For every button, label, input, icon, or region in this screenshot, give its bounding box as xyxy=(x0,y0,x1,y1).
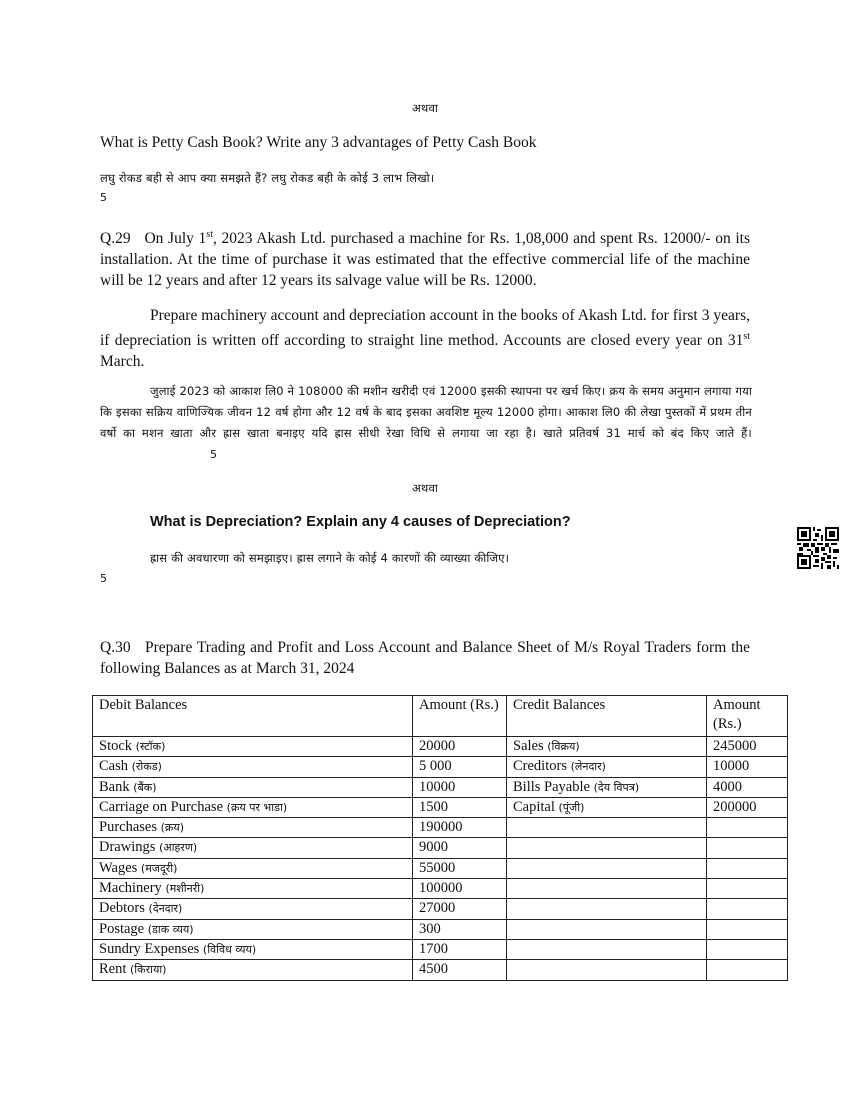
debit-cell xyxy=(93,777,413,797)
credit-amount-cell xyxy=(707,939,788,959)
credit-cell xyxy=(507,879,707,899)
superscript: st xyxy=(206,229,213,240)
debit-cell xyxy=(93,879,413,899)
debit-cell xyxy=(93,838,413,858)
debit-amount-cell xyxy=(413,960,507,980)
debit-name: Cash xyxy=(99,758,128,775)
q29-paragraph-1 xyxy=(100,224,750,291)
credit-cell xyxy=(507,737,707,757)
qr-code-icon xyxy=(797,527,839,569)
credit-name: Bills Payable xyxy=(513,778,590,795)
table-header-row xyxy=(93,696,788,737)
credit-name: Creditors xyxy=(513,758,567,775)
table-row xyxy=(93,757,788,777)
table-row xyxy=(93,797,788,817)
debit-name: Sundry Expenses xyxy=(99,940,200,957)
debit-cell xyxy=(93,899,413,919)
table-row xyxy=(93,919,788,939)
table-row xyxy=(93,879,788,899)
question-number: Q.29 xyxy=(100,230,131,248)
debit-name: Rent xyxy=(99,961,127,978)
credit-cell xyxy=(507,818,707,838)
debit-amount: 4500 xyxy=(419,961,448,978)
balances-table xyxy=(92,695,788,981)
debit-cell xyxy=(93,858,413,878)
credit-amount: 4000 xyxy=(713,778,742,795)
debit-amount: 300 xyxy=(419,920,441,937)
table-row xyxy=(93,858,788,878)
credit-amount: 200000 xyxy=(713,798,757,815)
debit-amount-cell xyxy=(413,757,507,777)
debit-cell xyxy=(93,797,413,817)
debit-name: Bank xyxy=(99,778,130,795)
debit-amount-cell xyxy=(413,838,507,858)
debit-amount: 55000 xyxy=(419,859,456,876)
table-row xyxy=(93,939,788,959)
credit-amount-cell xyxy=(707,757,788,777)
credit-cell xyxy=(507,757,707,777)
debit-cell xyxy=(93,818,413,838)
superscript: st xyxy=(743,331,750,342)
q29-paragraph-2 xyxy=(100,305,750,372)
debit-amount: 9000 xyxy=(419,839,448,856)
debit-cell xyxy=(93,919,413,939)
credit-name-hindi: (पूंजी) xyxy=(558,800,585,814)
q30-text: Prepare Trading and Profit and Loss Account and Balance Sheet of M/s Royal Traders form the following Balances as at March 31, 2024 xyxy=(100,639,751,677)
credit-amount-cell xyxy=(707,899,788,919)
debit-amount: 100000 xyxy=(419,880,463,897)
debit-name-hindi: (देनदार) xyxy=(148,902,183,916)
debit-amount-cell xyxy=(413,919,507,939)
table-row xyxy=(93,777,788,797)
credit-amount-cell xyxy=(707,879,788,899)
debit-amount: 1700 xyxy=(419,940,448,957)
debit-name-hindi: (किराया) xyxy=(130,963,167,977)
credit-amount: 10000 xyxy=(713,758,750,775)
debit-amount-cell xyxy=(413,939,507,959)
table-row xyxy=(93,737,788,757)
table-row xyxy=(93,818,788,838)
debit-amount: 1500 xyxy=(419,798,448,815)
debit-name: Wages xyxy=(99,859,138,876)
credit-amount-cell xyxy=(707,777,788,797)
credit-cell xyxy=(507,777,707,797)
credit-amount-cell xyxy=(707,838,788,858)
debit-amount-cell xyxy=(413,777,507,797)
debit-name-hindi: (मशीनरी) xyxy=(165,882,205,896)
debit-name-hindi: (डाक व्यय) xyxy=(147,922,194,936)
debit-name-hindi: (क्रय पर भाडा) xyxy=(226,800,288,814)
debit-amount-cell xyxy=(413,858,507,878)
debit-name: Carriage on Purchase xyxy=(99,798,224,815)
credit-cell xyxy=(507,797,707,817)
credit-cell xyxy=(507,899,707,919)
credit-cell xyxy=(507,919,707,939)
debit-name-hindi: (विविध व्यय) xyxy=(202,942,257,956)
debit-name: Machinery xyxy=(99,880,162,897)
debit-amount: 190000 xyxy=(419,819,463,836)
credit-amount-cell xyxy=(707,818,788,838)
credit-amount-cell xyxy=(707,858,788,878)
table-row xyxy=(93,899,788,919)
depreciation-question-hindi: ह्रास की अवधारणा को समझाइए। ह्रास लगाने के कोई 4 कारणों की व्याख्या कीजिए। xyxy=(150,551,510,565)
petty-cash-question-english: What is Petty Cash Book? Write any 3 advantages of Petty Cash Book xyxy=(100,134,537,151)
debit-amount-cell xyxy=(413,818,507,838)
or-label: अथवा xyxy=(411,481,439,495)
debit-cell xyxy=(93,737,413,757)
debit-name: Drawings xyxy=(99,839,156,856)
marks: 5 xyxy=(210,448,218,461)
debit-cell xyxy=(93,757,413,777)
header-amount: Amount (Rs.) xyxy=(707,696,788,737)
debit-amount: 10000 xyxy=(419,778,456,795)
credit-name-hindi: (विक्रय) xyxy=(547,740,580,753)
petty-cash-question-hindi: लघु रोकड बही से आप क्या समझते हैं? लघु रोकड बही के कोई 3 लाभ लिखो। xyxy=(100,171,435,185)
marks: 5 xyxy=(100,572,107,585)
credit-cell xyxy=(507,838,707,858)
credit-amount-cell xyxy=(707,919,788,939)
or-label: अथवा xyxy=(411,101,439,115)
q29-text-part: , 2023 Akash Ltd. purchased a machine for Rs. 1,08,000 and spent Rs. 12000/- on its installation. At the time of purchase it was estimated that the effective commercial life of the machine will be 12 years and after 12 years its salvage value will be Rs. 12000. xyxy=(100,230,750,290)
debit-name: Purchases xyxy=(99,819,157,836)
debit-name-hindi: (क्रय) xyxy=(160,821,185,835)
credit-cell xyxy=(507,960,707,980)
q29-hindi-paragraph xyxy=(100,381,752,465)
q29-text-part: Prepare machinery account and depreciation account in the books of Akash Ltd. for first 3 years, if depreciation is written off according to straight line method. Accounts are closed every year on 31 xyxy=(100,307,750,350)
debit-name: Postage xyxy=(99,920,145,937)
credit-cell xyxy=(507,939,707,959)
debit-amount-cell xyxy=(413,899,507,919)
debit-name: Stock xyxy=(99,738,133,754)
question-number: Q.30 xyxy=(100,639,131,656)
credit-amount: 245000 xyxy=(713,738,757,754)
debit-amount: 5 000 xyxy=(419,758,452,775)
header-debit: Debit Balances xyxy=(93,696,413,737)
debit-name-hindi: (स्टॉक) xyxy=(135,740,166,753)
credit-name: Capital xyxy=(513,798,555,815)
debit-amount-cell xyxy=(413,879,507,899)
debit-amount: 27000 xyxy=(419,900,456,917)
credit-name-hindi: (देय विपत्र) xyxy=(593,780,640,794)
debit-amount-cell xyxy=(413,737,507,757)
credit-name: Sales xyxy=(513,738,544,754)
header-amount: Amount (Rs.) xyxy=(413,696,507,737)
credit-cell xyxy=(507,858,707,878)
table-row xyxy=(93,838,788,858)
debit-name: Debtors xyxy=(99,900,145,917)
q29-text-part: March. xyxy=(100,353,145,371)
depreciation-question-english: What is Depreciation? Explain any 4 causes of Depreciation? xyxy=(150,514,571,530)
q29-text-part: On July 1 xyxy=(144,230,207,248)
table-row xyxy=(93,960,788,980)
credit-amount-cell xyxy=(707,737,788,757)
credit-amount-cell xyxy=(707,960,788,980)
q30-question xyxy=(100,637,750,679)
debit-amount: 20000 xyxy=(419,738,456,754)
marks: 5 xyxy=(100,191,107,204)
debit-name-hindi: (रोकड) xyxy=(131,760,162,774)
debit-cell xyxy=(93,960,413,980)
credit-amount-cell xyxy=(707,797,788,817)
debit-name-hindi: (आहरण) xyxy=(159,841,198,855)
debit-cell xyxy=(93,939,413,959)
debit-amount-cell xyxy=(413,797,507,817)
header-credit: Credit Balances xyxy=(507,696,707,737)
credit-name-hindi: (लेनदार) xyxy=(570,760,606,774)
debit-name-hindi: (बैंक) xyxy=(133,780,157,794)
q29-hindi-text: जुलाई 2023 को आकाश लि0 ने 108000 की मशीन खरीदी एवं 12000 इसकी स्थापना पर खर्च किए। क्रय के समय अनुमान लगाया गया कि इसका सक्रिय वाणिज्यिक जीवन 12 वर्ष होगा और 12 वर्ष के बाद इसका अवशिष्ट मूल्य 12000 होगा। आकाश लि0 की लेखा पुस्तकों में प्रथम तीन वर्षो का मशन खाता और ह्रास खाता बनाइए यदि ह्रास सीधी रेखा विधि से लगाया जा रहा है। खाते प्रतिवर्ष 31 मार्च को बंद किए जाते हैं। xyxy=(100,384,752,440)
debit-name-hindi: (मजदूरी) xyxy=(140,861,178,875)
